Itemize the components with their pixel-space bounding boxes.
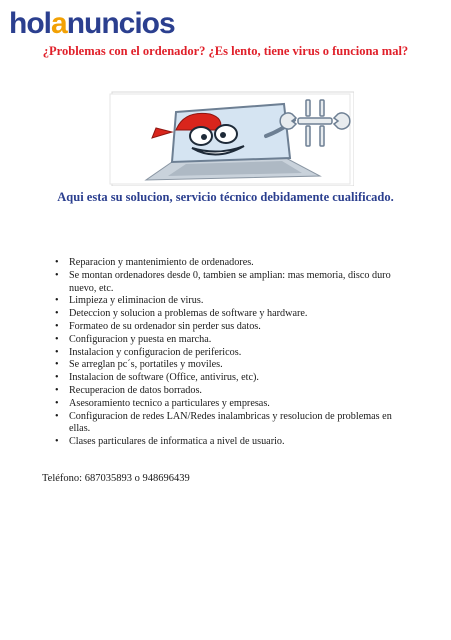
cartoon-laptop-with-wrench-icon — [106, 90, 354, 186]
bullet-icon: • — [55, 308, 59, 320]
solution-heading: Aqui esta su solucion, servicio técnico debidamente cualificado. — [57, 190, 394, 204]
bullet-icon: • — [55, 346, 59, 358]
list-item — [55, 372, 415, 385]
bullet-icon: • — [55, 436, 59, 448]
bullet-icon: • — [55, 372, 59, 384]
list-item — [55, 321, 415, 334]
service-text: Instalacion y configuracion de perifericos. — [69, 346, 242, 358]
site-logo[interactable] — [9, 7, 175, 41]
list-item — [55, 347, 415, 360]
list-item — [55, 359, 415, 372]
logo-text-part3: nuncios — [66, 7, 175, 40]
list-item — [55, 257, 415, 270]
bullet-icon: • — [55, 410, 59, 422]
service-text: Reparacion y mantenimiento de ordenadores. — [69, 257, 254, 268]
service-text: Recuperacion de datos borrados. — [69, 384, 202, 396]
list-item — [55, 334, 415, 347]
list-item — [55, 270, 415, 296]
bullet-icon: • — [55, 257, 59, 268]
services-list — [55, 257, 415, 449]
list-item — [55, 436, 415, 449]
bullet-icon: • — [55, 397, 59, 409]
list-item — [55, 411, 415, 437]
service-text: Clases particulares de informatica a nivel de usuario. — [69, 436, 285, 448]
logo-text-part2: a — [51, 7, 67, 40]
bullet-icon: • — [55, 320, 59, 332]
bullet-icon: • — [55, 295, 59, 307]
list-item — [55, 398, 415, 411]
bullet-icon: • — [55, 269, 59, 281]
logo-text-part1: hol — [9, 7, 51, 40]
service-text: Se montan ordenadores desde 0, tambien se amplian: mas memoria, disco duro nuevo, etc. — [69, 269, 391, 294]
service-text: Deteccion y solucion a problemas de software y hardware. — [69, 308, 308, 320]
service-text: Formateo de su ordenador sin perder sus datos. — [69, 320, 261, 332]
headline: ¿Problemas con el ordenador? ¿Es lento, tiene virus o funciona mal? — [42, 44, 409, 58]
service-text: Asesoramiento tecnico a particulares y empresas. — [69, 397, 270, 409]
phone-number: Teléfono: 687035893 o 948696439 — [42, 473, 190, 484]
list-item — [55, 308, 415, 321]
service-text: Configuracion y puesta en marcha. — [69, 333, 212, 345]
list-item — [55, 385, 415, 398]
bullet-icon: • — [55, 333, 59, 345]
list-item — [55, 295, 415, 308]
service-text: Limpieza y eliminacion de virus. — [69, 295, 204, 307]
service-text: Instalacion de software (Office, antivirus, etc). — [69, 372, 259, 384]
bullet-icon: • — [55, 359, 59, 371]
bullet-icon: • — [55, 384, 59, 396]
service-text: Se arreglan pc´s, portatiles y moviles. — [69, 359, 223, 371]
service-text: Configuracion de redes LAN/Redes inalambricas y resolucion de problemas en ellas. — [69, 410, 392, 435]
